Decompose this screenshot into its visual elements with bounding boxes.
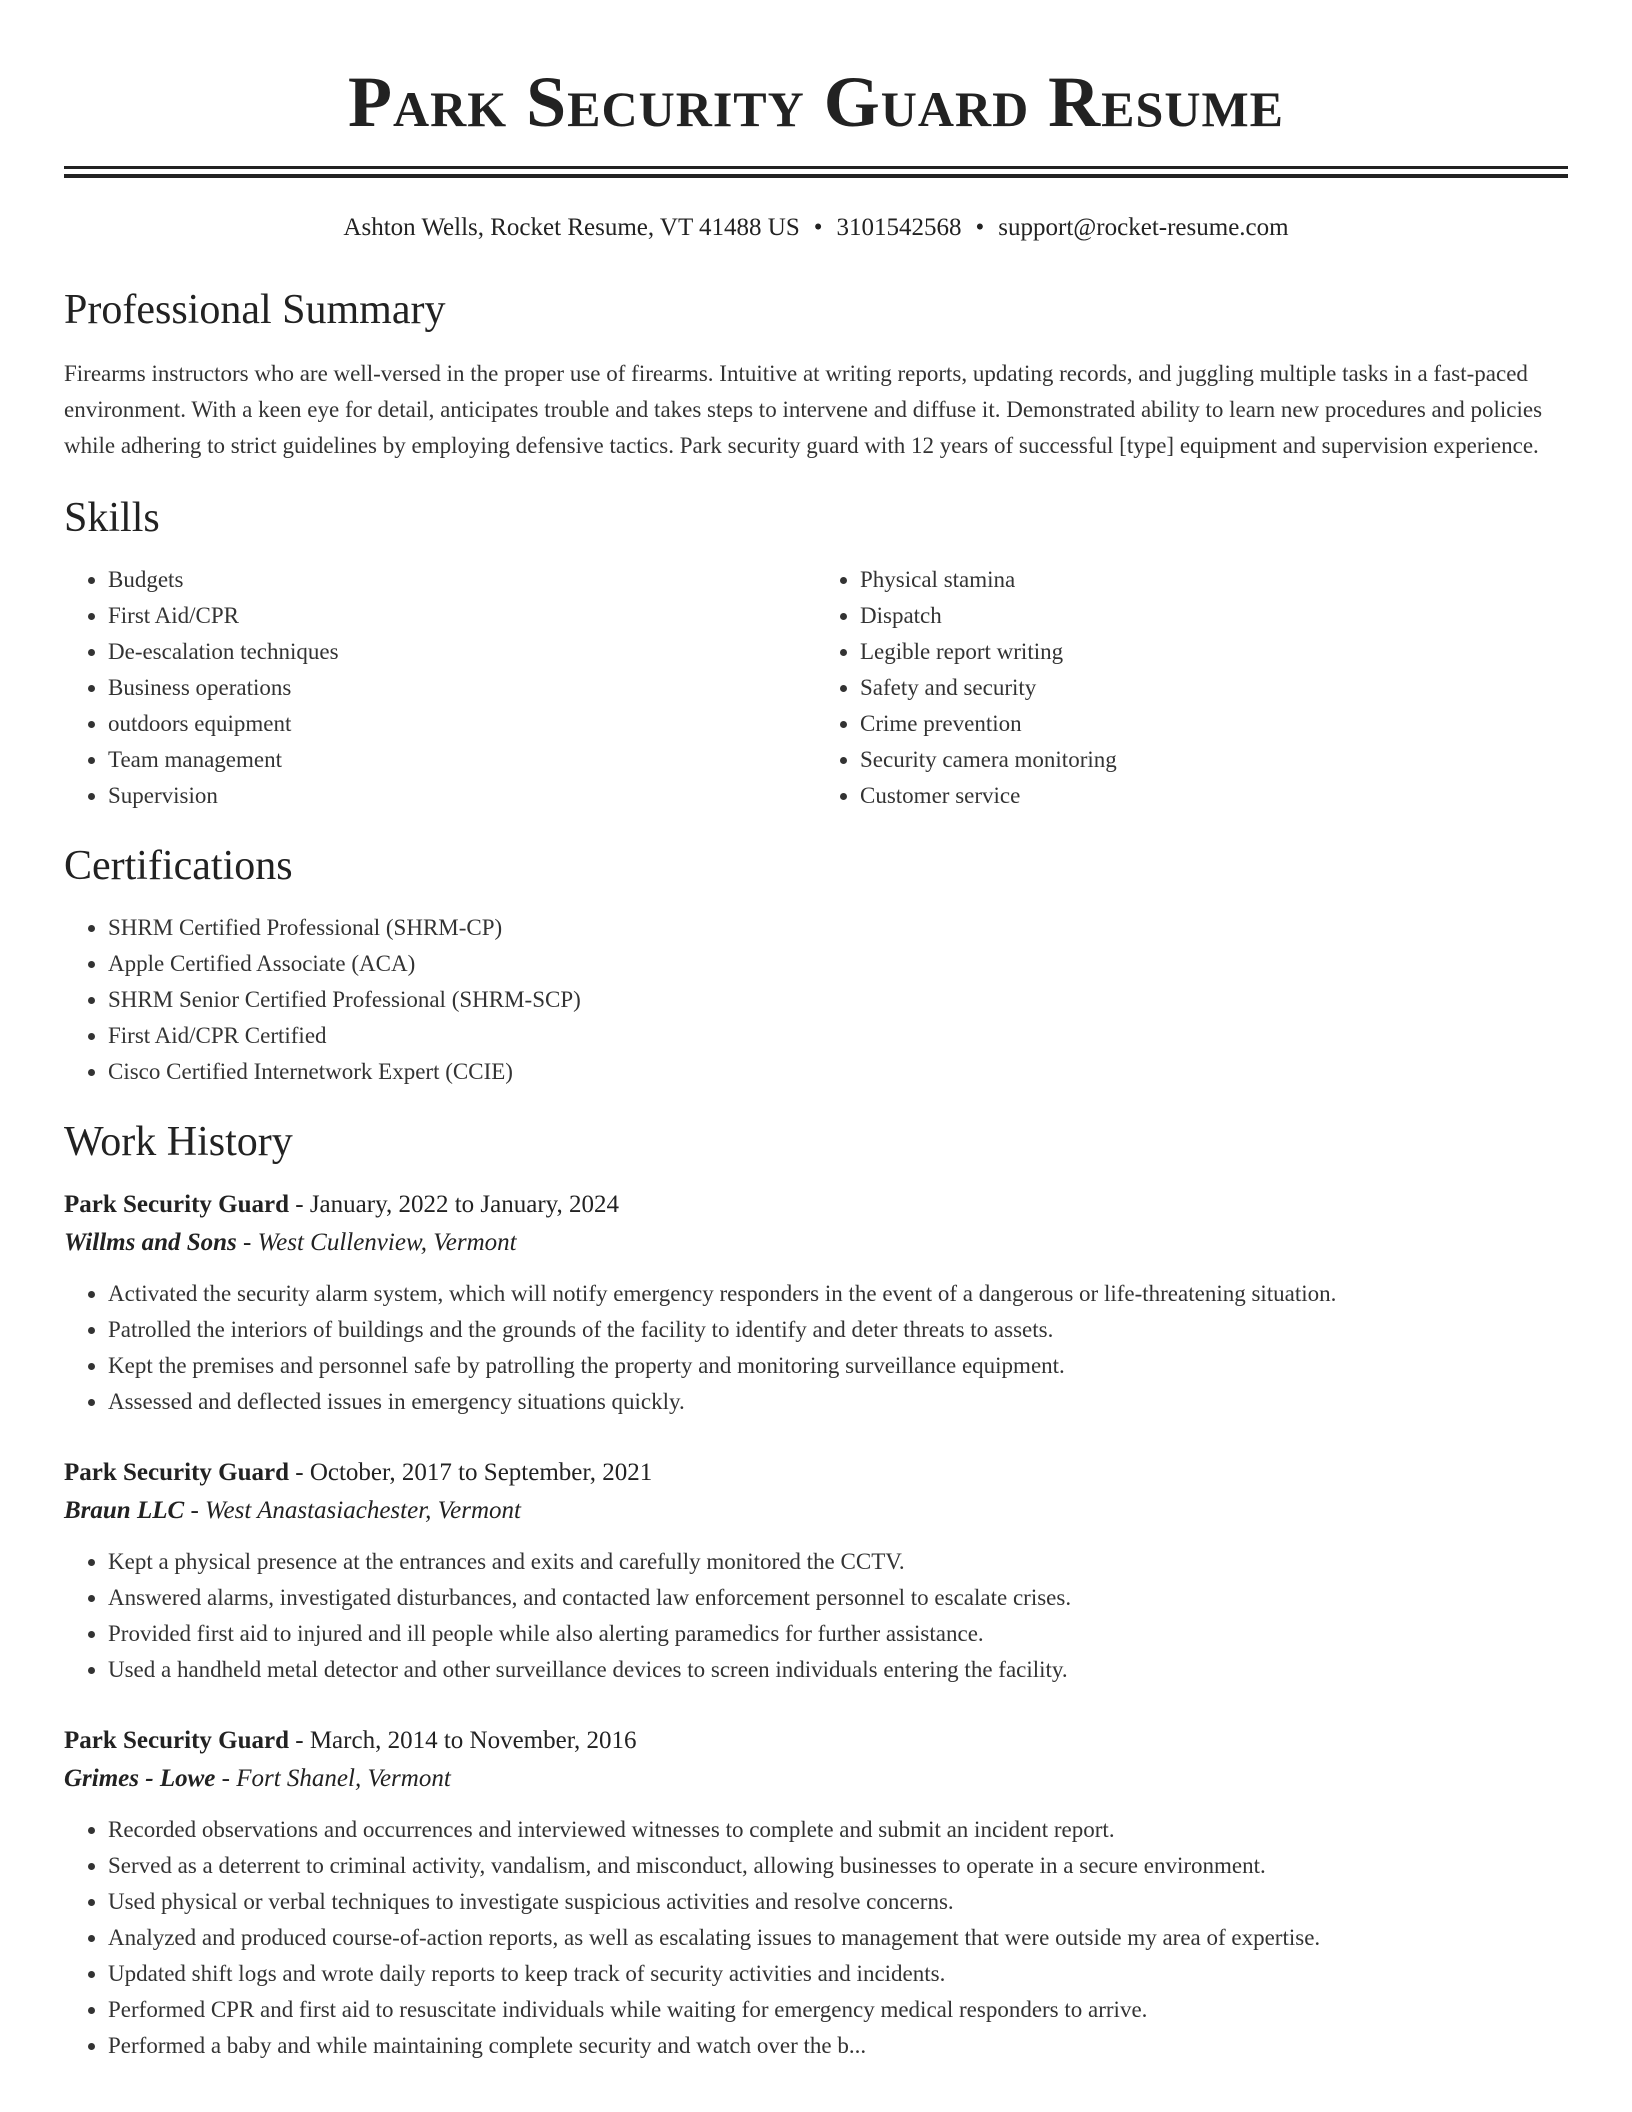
- company-line: [64, 1492, 1568, 1530]
- job-bullet: • Analyzed and produced course-of-action reports, as well as escalating issues to management that were outside my area of expertise.: [108, 1920, 1568, 1956]
- contact-separator: •: [975, 214, 985, 241]
- work-history-heading: Work History: [64, 1119, 293, 1165]
- company-location: - West Cullenview, Vermont: [236, 1229, 517, 1256]
- job-bullets: [64, 1812, 1568, 2064]
- contact-address: Ashton Wells, Rocket Resume, VT 41488 US: [343, 214, 800, 241]
- job-bullets: [64, 1276, 1568, 1420]
- contact-separator: •: [813, 214, 823, 241]
- certifications-list: [64, 910, 1568, 1090]
- skill-item: • Security camera monitoring: [860, 742, 1568, 778]
- certification-item: • Apple Certified Associate (ACA): [108, 946, 1568, 982]
- skills-grid: [64, 562, 1568, 814]
- job-bullet: • Used physical or verbal techniques to investigate suspicious activities and resolve concerns.: [108, 1884, 1568, 1920]
- job-bullet: • Performed CPR and first aid to resuscitate individuals while waiting for emergency medical responders to arrive.: [108, 1992, 1568, 2028]
- job-title-line: [64, 1186, 1568, 1224]
- job-bullet: • Kept a physical presence at the entrances and exits and carefully monitored the CCTV.: [108, 1544, 1568, 1580]
- skill-item: • Safety and security: [860, 670, 1568, 706]
- job-bullet: • Answered alarms, investigated disturbances, and contacted law enforcement personnel to escalate crises.: [108, 1580, 1568, 1616]
- job-bullet: • Recorded observations and occurrences and interviewed witnesses to complete and submit an incident report.: [108, 1812, 1568, 1848]
- company-location: - Fort Shanel, Vermont: [215, 1765, 451, 1792]
- skill-item: • First Aid/CPR: [108, 598, 816, 634]
- job-entry: [64, 1454, 1568, 1688]
- job-dates: - October, 2017 to September, 2021: [289, 1459, 653, 1486]
- skill-item: • outdoors equipment: [108, 706, 816, 742]
- job-entry: [64, 1722, 1568, 2064]
- job-bullets: [64, 1544, 1568, 1688]
- skill-item: • Customer service: [860, 778, 1568, 814]
- job-entry: [64, 1186, 1568, 1420]
- skill-item: • Business operations: [108, 670, 816, 706]
- skill-item: • De-escalation techniques: [108, 634, 816, 670]
- company-name: Grimes - Lowe: [64, 1765, 216, 1792]
- job-bullet: • Kept the premises and personnel safe by patrolling the property and monitoring surveillance equipment.: [108, 1348, 1568, 1384]
- job-bullet: • Patrolled the interiors of buildings and the grounds of the facility to identify and deter threats to assets.: [108, 1312, 1568, 1348]
- contact-line: [64, 212, 1568, 244]
- certification-item: • First Aid/CPR Certified: [108, 1018, 1568, 1054]
- company-line: [64, 1760, 1568, 1798]
- skills-list-right: [816, 562, 1568, 814]
- skill-item: • Supervision: [108, 778, 816, 814]
- job-bullet: • Performed a baby and while maintaining complete security and watch over the b...: [108, 2028, 1568, 2064]
- job-title-line: [64, 1454, 1568, 1492]
- certification-item: • SHRM Senior Certified Professional (SHRM-SCP): [108, 982, 1568, 1018]
- company-name: Willms and Sons: [64, 1229, 237, 1256]
- skill-item: • Physical stamina: [860, 562, 1568, 598]
- job-title: Park Security Guard: [64, 1191, 289, 1218]
- job-bullet: • Used a handheld metal detector and other surveillance devices to screen individuals entering the facility.: [108, 1652, 1568, 1688]
- skill-item: • Legible report writing: [860, 634, 1568, 670]
- certifications-heading: Certifications: [64, 843, 293, 889]
- skill-item: • Team management: [108, 742, 816, 778]
- job-bullet: • Assessed and deflected issues in emergency situations quickly.: [108, 1384, 1568, 1420]
- skills-list-left: [64, 562, 816, 814]
- skill-item: • Crime prevention: [860, 706, 1568, 742]
- job-bullet: • Updated shift logs and wrote daily reports to keep track of security activities and incidents.: [108, 1956, 1568, 1992]
- job-title: Park Security Guard: [64, 1459, 289, 1486]
- contact-email: support@rocket-resume.com: [998, 214, 1289, 241]
- skills-heading: Skills: [64, 495, 160, 541]
- skill-item: • Dispatch: [860, 598, 1568, 634]
- certification-item: • Cisco Certified Internetwork Expert (CCIE): [108, 1054, 1568, 1090]
- contact-phone: 3101542568: [836, 214, 962, 241]
- company-line: [64, 1224, 1568, 1262]
- job-title: Park Security Guard: [64, 1727, 289, 1754]
- title-divider: [64, 166, 1568, 178]
- summary-text: Firearms instructors who are well-versed in the proper use of firearms. Intuitive at writing reports, updating records, and juggling multiple tasks in a fast-paced environment. With a keen eye for detail, anticipates trouble and takes steps to intervene and diffuse it. Demonstrated ability to learn new procedures and policies while adhering to strict guidelines by employing defensive tactics. Park security guard with 12 years of successful [type] equipment and supervision experience.: [64, 361, 1543, 458]
- job-dates: - March, 2014 to November, 2016: [289, 1727, 637, 1754]
- company-name: Braun LLC: [64, 1497, 185, 1524]
- page-title: Park Security Guard Resume: [348, 62, 1284, 142]
- certification-item: • SHRM Certified Professional (SHRM-CP): [108, 910, 1568, 946]
- job-bullet: • Provided first aid to injured and ill people while also alerting paramedics for further assistance.: [108, 1616, 1568, 1652]
- job-bullet: • Activated the security alarm system, which will notify emergency responders in the event of a dangerous or life-threatening situation.: [108, 1276, 1568, 1312]
- company-location: - West Anastasiachester, Vermont: [184, 1497, 521, 1524]
- skill-item: • Budgets: [108, 562, 816, 598]
- summary-heading: Professional Summary: [64, 287, 446, 333]
- job-bullet: • Served as a deterrent to criminal activity, vandalism, and misconduct, allowing businesses to operate in a secure environment.: [108, 1848, 1568, 1884]
- job-dates: - January, 2022 to January, 2024: [289, 1191, 620, 1218]
- job-title-line: [64, 1722, 1568, 1760]
